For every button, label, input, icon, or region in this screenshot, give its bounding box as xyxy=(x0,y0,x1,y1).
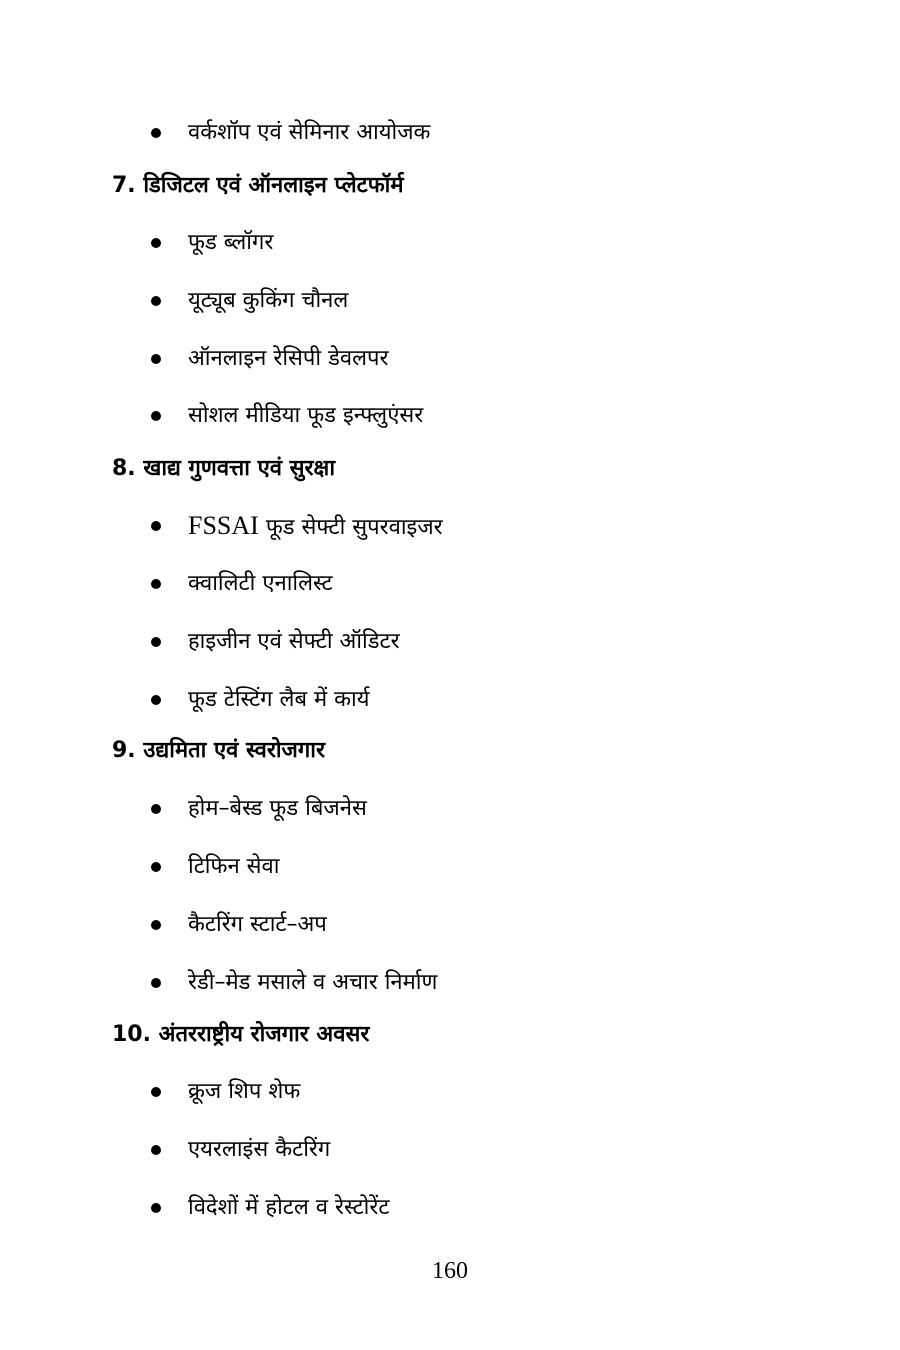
bullet-dot xyxy=(151,1145,161,1155)
list-item-text: होम–बेस्ड फूड बिजनेस xyxy=(188,796,367,821)
list-item-text: ऑनलाइन रेसिपी डेवलपर xyxy=(188,346,389,371)
list-item xyxy=(0,847,900,887)
list-item xyxy=(0,396,900,436)
section-heading xyxy=(0,1015,900,1055)
list-item-text: कैटरिंग स्टार्ट–अप xyxy=(188,912,327,937)
list-item-text: हाइजीन एवं सेफ्टी ऑडिटर xyxy=(188,629,400,654)
list-item xyxy=(0,223,900,263)
bullet-dot xyxy=(151,1087,161,1097)
bullet-dot xyxy=(151,521,161,531)
list-item-text: सोशल मीडिया फूड इन्फ्लुएंसर xyxy=(188,403,424,428)
section-heading-text: 8. खाद्य गुणवत्ता एवं सुरक्षा xyxy=(112,456,336,481)
bullet-dot xyxy=(151,920,161,930)
bullet-dot xyxy=(151,411,161,421)
bullet-dot xyxy=(151,1203,161,1213)
list-item xyxy=(0,680,900,720)
list-item-text: रेडी–मेड मसाले व अचार निर्माण xyxy=(188,970,438,995)
bullet-dot xyxy=(151,354,161,364)
list-item-text: एयरलाइंस कैटरिंग xyxy=(188,1137,331,1162)
list-item xyxy=(0,1130,900,1170)
list-item-text: टिफिन सेवा xyxy=(188,854,280,879)
list-item-text: वर्कशॉप एवं सेमिनार आयोजक xyxy=(188,120,431,145)
section-heading xyxy=(0,166,900,206)
list-item xyxy=(0,339,900,379)
bullet-dot xyxy=(151,978,161,988)
list-item xyxy=(0,622,900,662)
list-item-text: फूड ब्लॉगर xyxy=(188,230,274,255)
list-item-text: क्रूज शिप शेफ xyxy=(188,1079,301,1104)
list-item xyxy=(0,905,900,945)
fssai-item-text: फूड सेफ्टी सुपरवाइजर xyxy=(258,515,443,540)
bullet-dot xyxy=(151,804,161,814)
list-item-text: फूड टेस्टिंग लैब में कार्य xyxy=(188,687,370,712)
fssai-acronym: FSSAI xyxy=(188,511,259,540)
list-item xyxy=(0,963,900,1003)
section-heading-text: 10. अंतरराष्ट्रीय रोजगार अवसर xyxy=(112,1022,370,1047)
bullet-dot xyxy=(151,695,161,705)
list-item xyxy=(0,1188,900,1228)
list-item-text xyxy=(188,506,443,548)
list-item xyxy=(0,281,900,321)
list-item xyxy=(0,1072,900,1112)
list-item xyxy=(0,506,900,546)
bullet-dot xyxy=(151,296,161,306)
list-item-text: यूट्यूब कुकिंग चौनल xyxy=(188,288,349,313)
bullet-dot xyxy=(151,238,161,248)
bullet-dot xyxy=(151,128,161,138)
bullet-dot xyxy=(151,862,161,872)
section-heading-text: 9. उद्यमिता एवं स्वरोजगार xyxy=(112,738,325,763)
list-item-text: विदेशों में होटल व रेस्टोरेंट xyxy=(188,1195,390,1220)
list-item xyxy=(0,564,900,604)
bullet-dot xyxy=(151,637,161,647)
bullet-dot xyxy=(151,579,161,589)
list-item xyxy=(0,113,900,153)
section-heading xyxy=(0,449,900,489)
list-item-text: क्वालिटी एनालिस्ट xyxy=(188,571,333,596)
section-heading xyxy=(0,731,900,771)
section-heading-text: 7. डिजिटल एवं ऑनलाइन प्लेटफॉर्म xyxy=(112,173,404,198)
page-number: 160 xyxy=(432,1258,468,1284)
list-item xyxy=(0,789,900,829)
